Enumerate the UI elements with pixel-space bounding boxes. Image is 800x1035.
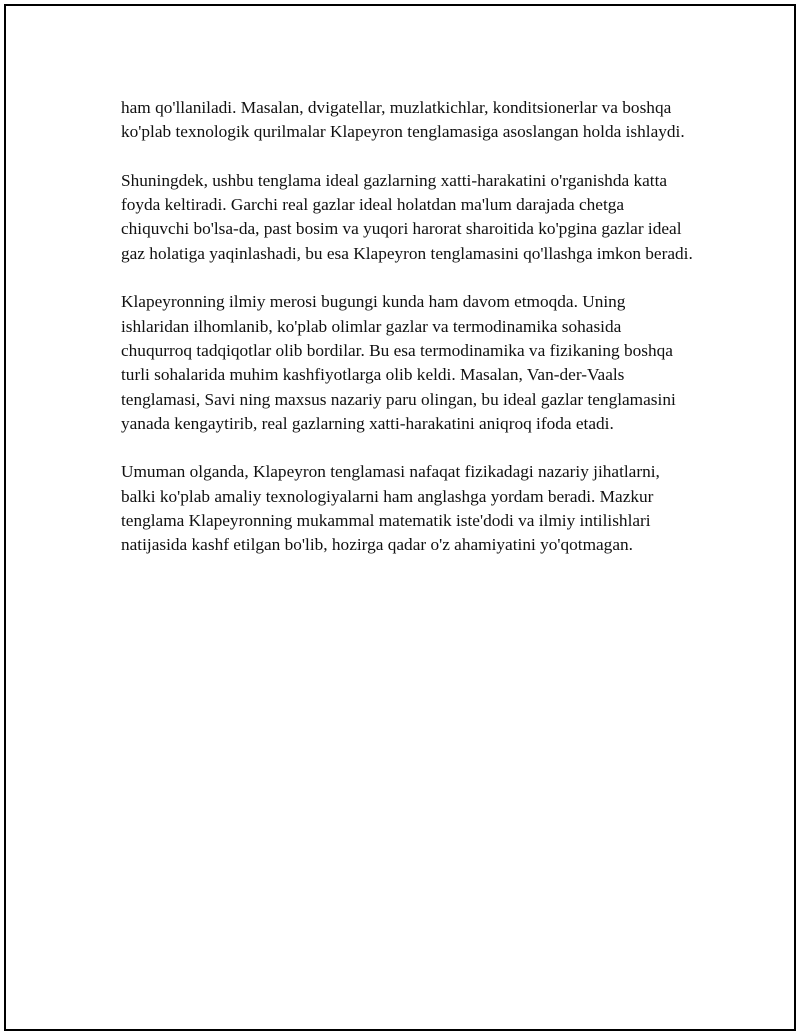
paragraph-1: ham qo'llaniladi. Masalan, dvigatellar, muzlatkichlar, konditsionerlar va boshqa ko'plab texnologik qurilmalar Klapeyron tenglamasiga asoslangan holda ishlaydi. (121, 98, 685, 142)
document-page (4, 4, 796, 1031)
paragraph-3: Klapeyronning ilmiy merosi bugungi kunda ham davom etmoqda. Uning ishlaridan ilhomlanib, ko'plab olimlar gazlar va termodinamika sohasida chuqurroq tadqiqotlar olib bordilar. Bu esa termodinamika va fizikaning boshqa turli sohalarida muhim kashfiyotlarga olib keldi. Masalan, Van-der-Vaals tenglamasi, Savi ning maxsus nazariy paru olingan, bu ideal gazlar tenglamasini yanada kengaytirib, real gazlarning xatti-harakatini aniqroq ifoda etadi. (121, 292, 676, 433)
paragraph-4: Umuman olganda, Klapeyron tenglamasi nafaqat fizikadagi nazariy jihatlarni, balki ko'plab amaliy texnologiyalarni ham anglashga yordam beradi. Mazkur tenglama Klapeyronning mukammal matematik iste'dodi va ilmiy intilishlari natijasida kashf etilgan bo'lib, hozirga qadar o'z ahamiyatini yo'qotmagan. (121, 462, 660, 555)
paragraph-2: Shuningdek, ushbu tenglama ideal gazlarning xatti-harakatini o'rganishda katta foyda keltiradi. Garchi real gazlar ideal holatdan ma'lum darajada chetga chiquvchi bo'lsa-da, past bosim va yuqori harorat sharoitida ko'pgina gazlar ideal gaz holatiga yaqinlashadi, bu esa Klapeyron tenglamasini qo'llashga imkon beradi. (121, 170, 693, 263)
document-body (121, 96, 696, 582)
